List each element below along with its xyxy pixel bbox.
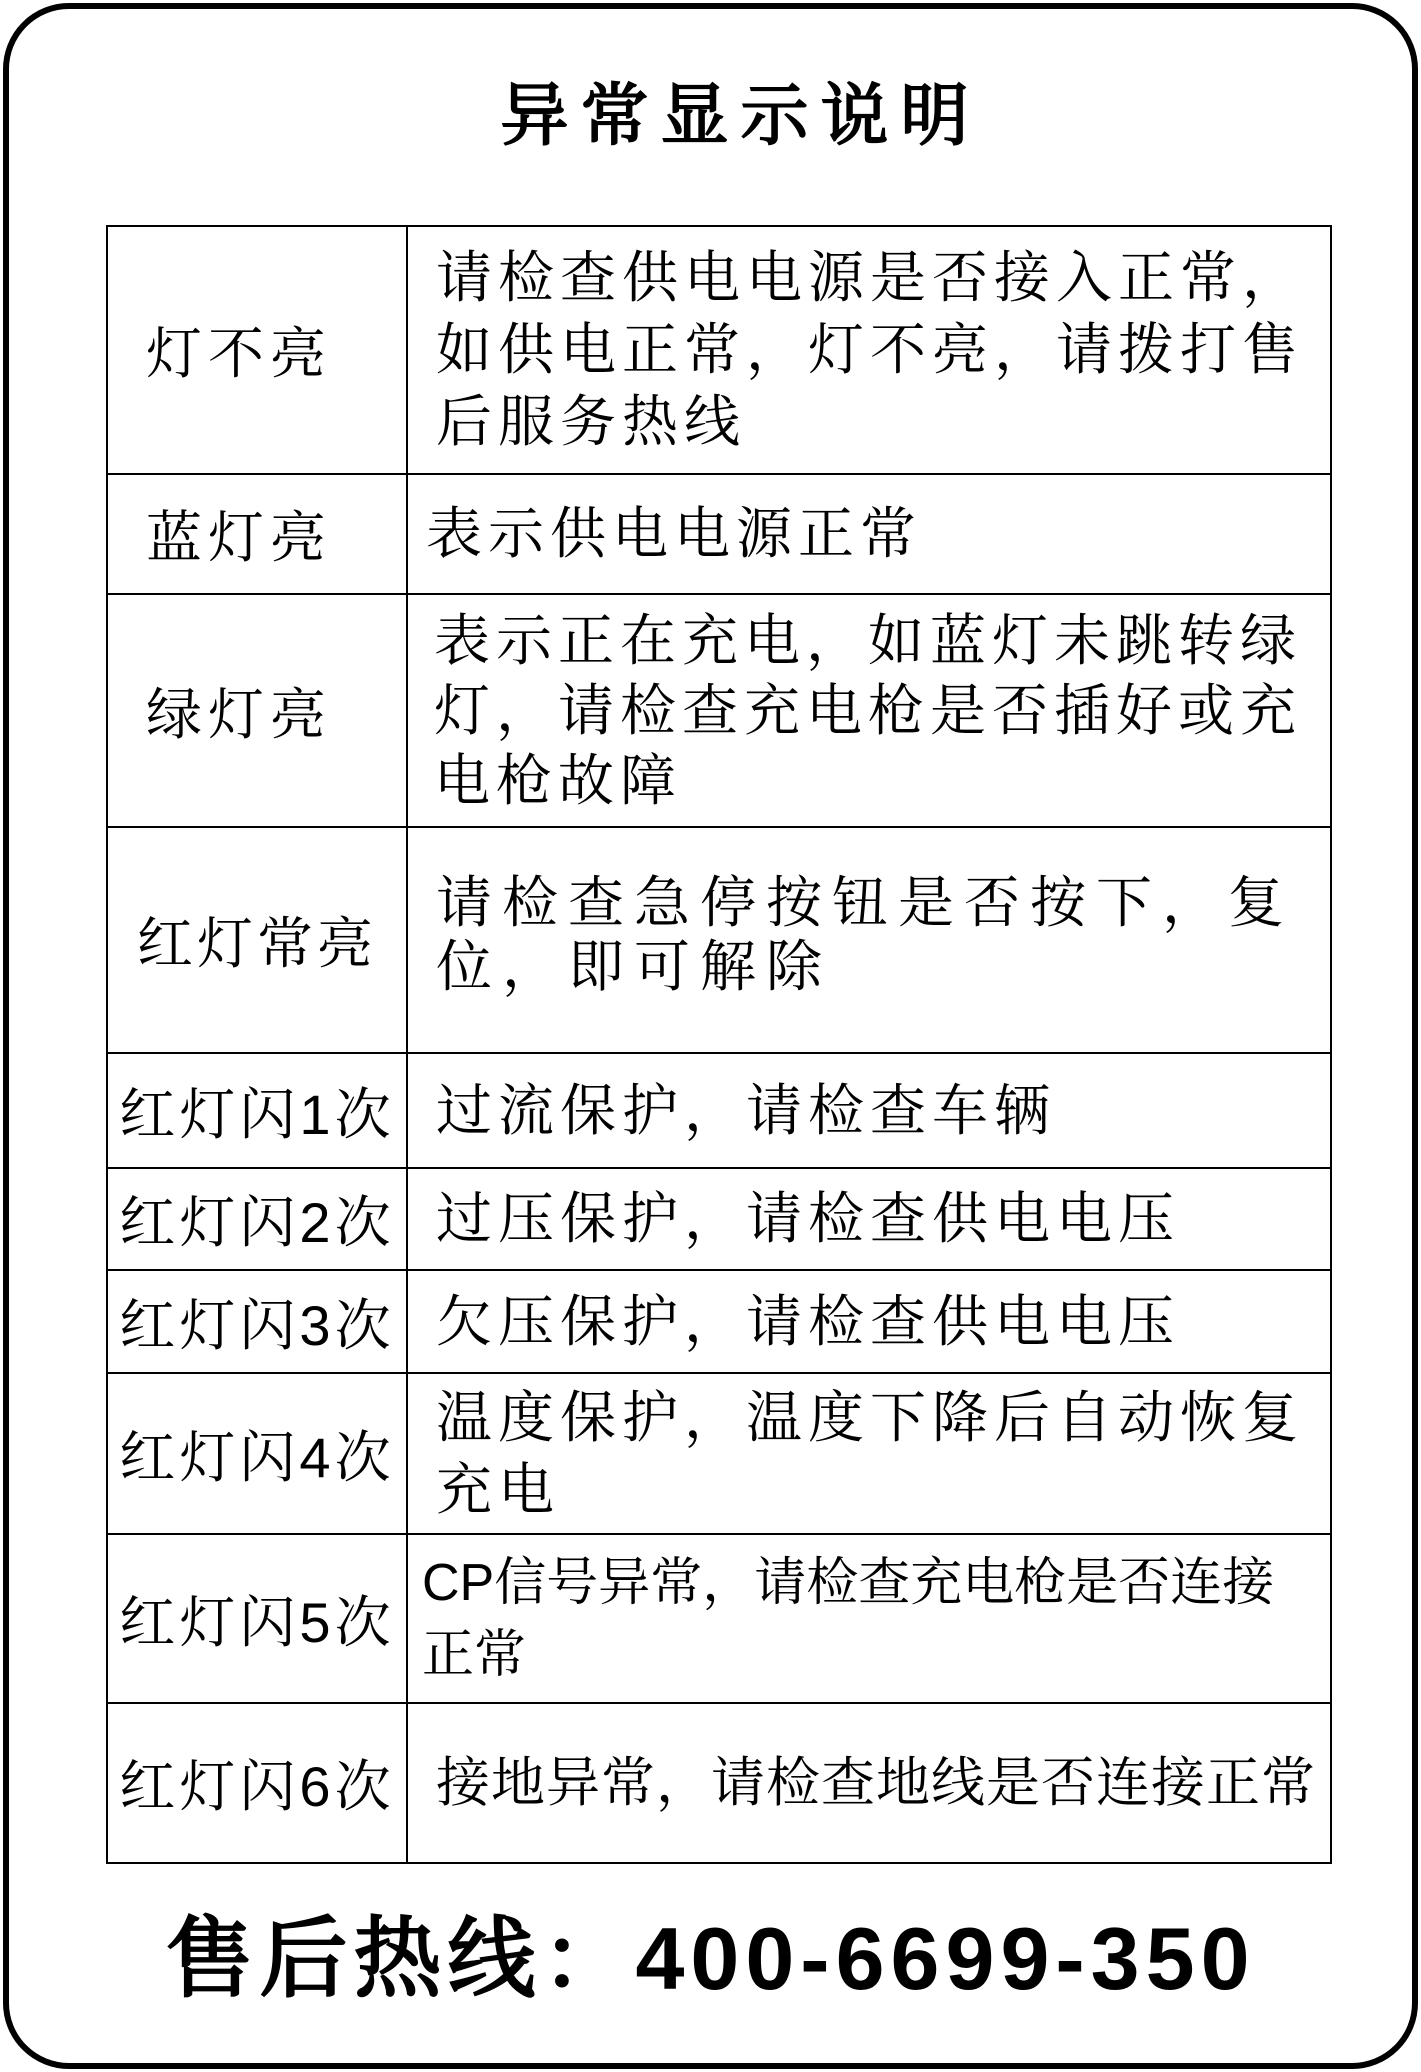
indicator-cell: 红灯闪4次 <box>108 1374 408 1535</box>
description-line: 请检查急停按钮是否按下，复 <box>436 871 1294 934</box>
indicator-cell: 红灯闪6次 <box>108 1704 408 1862</box>
description-line: 请检查供电电源是否接入正常， <box>436 246 1304 309</box>
indicator-cell: 蓝灯亮 <box>108 475 408 595</box>
indicator-cell: 红灯常亮 <box>108 828 408 1054</box>
description-cell <box>408 227 1330 475</box>
card-title: 异常显示说明 <box>500 78 981 154</box>
description-line: 灯，请检查充电枪是否插好或充 <box>434 678 1302 742</box>
fault-table <box>106 225 1332 1864</box>
description-line: 正常 <box>422 1625 527 1684</box>
indicator-cell: 红灯闪1次 <box>108 1054 408 1169</box>
description-line: CP信号异常，请检查充电枪是否连接 <box>422 1553 1275 1612</box>
description-cell <box>408 1535 1330 1704</box>
description-line: 充电 <box>436 1457 560 1521</box>
fault-indicator-card <box>3 3 1418 2069</box>
description-cell <box>408 1704 1330 1862</box>
description-cell <box>408 475 1330 595</box>
description-line: 表示供电电源正常 <box>426 502 922 565</box>
indicator-cell: 绿灯亮 <box>108 595 408 828</box>
description-cell <box>408 828 1330 1054</box>
description-line: 过压保护，请检查供电电压 <box>436 1187 1180 1250</box>
description-line: 欠压保护，请检查供电电压 <box>436 1289 1180 1353</box>
description-line: 电枪故障 <box>434 748 682 812</box>
description-line: 温度保护，温度下降后自动恢复 <box>436 1385 1304 1449</box>
description-line: 表示正在充电，如蓝灯未跳转绿 <box>434 608 1302 672</box>
indicator-cell: 红灯闪5次 <box>108 1535 408 1704</box>
description-line: 接地异常，请检查地线是否连接正常 <box>436 1753 1316 1813</box>
indicator-cell: 灯不亮 <box>108 227 408 475</box>
description-cell <box>408 1271 1330 1374</box>
description-cell <box>408 595 1330 828</box>
description-cell <box>408 1054 1330 1169</box>
description-cell <box>408 1374 1330 1535</box>
description-line: 过流保护，请检查车辆 <box>436 1078 1056 1142</box>
indicator-cell: 红灯闪3次 <box>108 1271 408 1374</box>
description-cell <box>408 1169 1330 1271</box>
service-hotline: 售后热线：400-6699-350 <box>165 1909 1256 2008</box>
indicator-cell: 红灯闪2次 <box>108 1169 408 1271</box>
description-line: 如供电正常，灯不亮，请拨打售 <box>436 318 1304 381</box>
description-line: 后服务热线 <box>436 390 746 453</box>
description-line: 位，即可解除 <box>436 935 832 998</box>
